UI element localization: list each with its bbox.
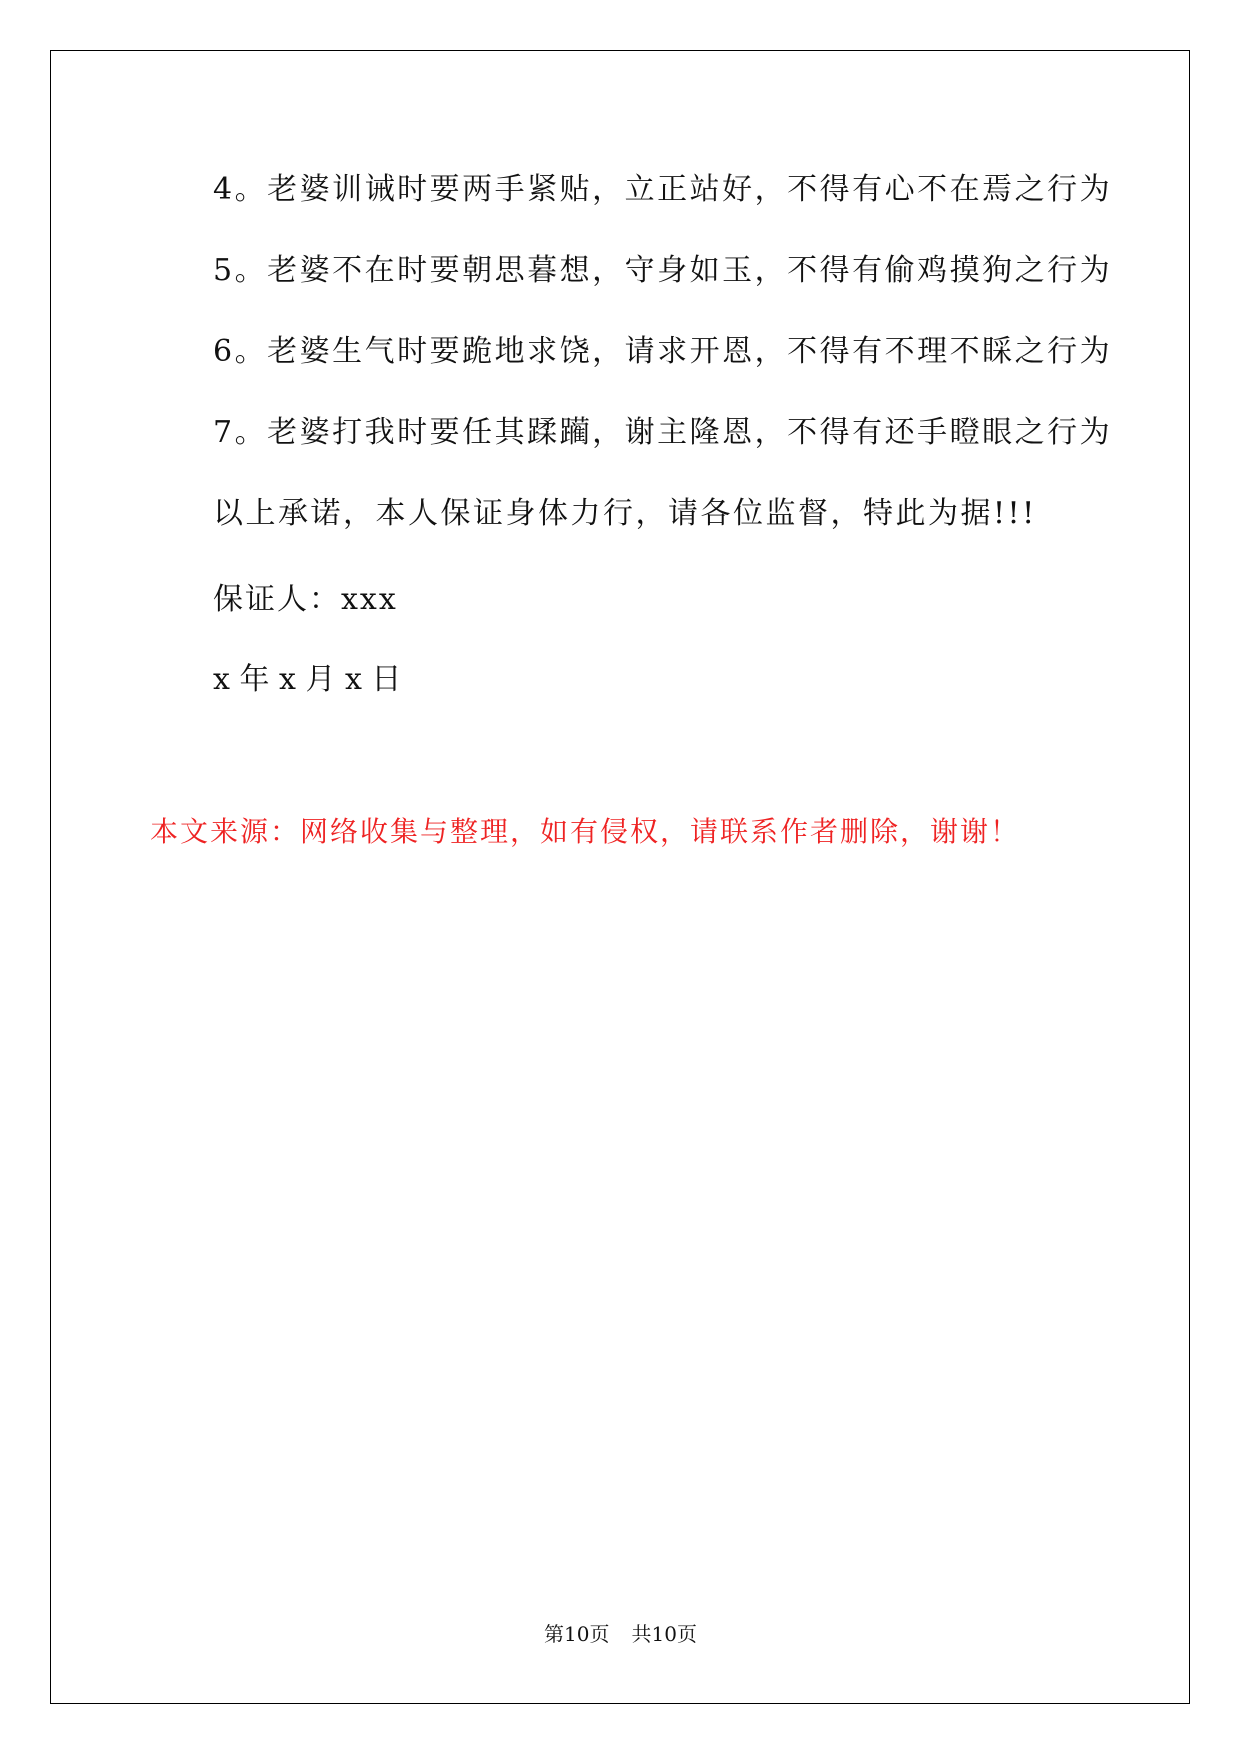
signature-line: 保证人：xxx [213,582,398,617]
rule-line-6: 6。老婆生气时要跪地求饶，请求开恩，不得有不理不睬之行为 [213,334,1113,369]
pledge-statement: 以上承诺，本人保证身体力行，请各位监督，特此为据!!! [213,496,1037,531]
rule-line-5: 5。老婆不在时要朝思暮想，守身如玉，不得有偷鸡摸狗之行为 [213,253,1113,288]
date-line: x 年 x 月 x 日 [213,662,402,697]
rule-line-4: 4。老婆训诫时要两手紧贴，立正站好，不得有心不在焉之行为 [213,172,1113,207]
document-body [213,170,1113,575]
rule-line-7: 7。老婆打我时要任其蹂躏，谢主隆恩，不得有还手瞪眼之行为 [213,415,1113,450]
page-footer [0,1620,1241,1648]
source-disclaimer: 本文来源：网络收集与整理，如有侵权，请联系作者删除，谢谢！ [150,815,1021,848]
page-total: 共10页 [631,1622,697,1646]
page-number: 第10页 [544,1622,610,1646]
